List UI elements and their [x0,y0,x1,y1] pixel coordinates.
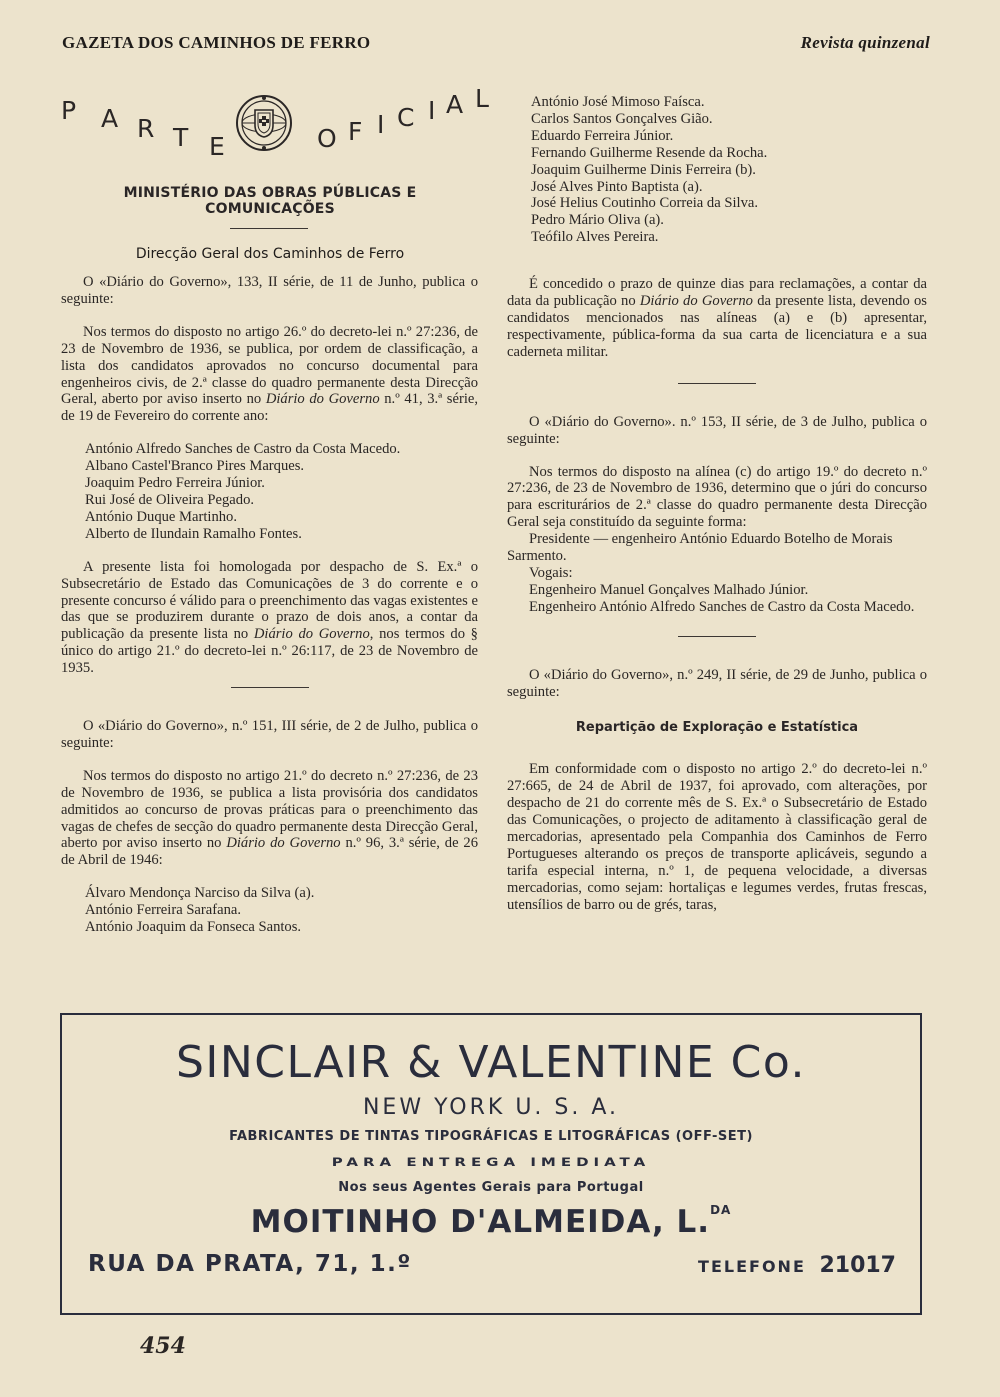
publication-frequency: Revista quinzenal [800,33,930,52]
notice-body: Em conformidade com o disposto no artigo 2.º do decreto-lei n.º 27:665, de 24 de Abril de 1937, foi aprovado, com alterações, por despacho de 21 do corrente mês de S. Ex.ª o Subsecretário de Estado das Comunicações, o projecto de aditamento à classificação geral de mercadorias, apresentado pela Companhia dos Caminhos de Ferro Portugueses alterando os preços de transporte aplicáveis, segundo a tarifa especial interna, n.º 1, de pequena velocidade, a diversas mercadorias, como sejam: hortaliças e legumes verdes, frutas frescas, utensílios de barro ou de grés, taras, [507,761,927,913]
parte-letters: P A R T E [61,96,226,161]
admitted-candidates-list [61,885,478,936]
list-item: António Joaquim da Fonseca Santos. [85,919,302,936]
phone-number: 21017 [819,1253,896,1278]
list-item: Rui José de Oliveira Pegado. [85,491,255,508]
page-number: 454 [140,1333,186,1359]
left-column [61,274,478,936]
list-item: Teófilo Alves Pereira. [531,229,659,246]
notice-body: Nos termos do disposto no artigo 26.º do decreto-lei n.º 27:236, de 23 de Novembro de 1936, se publica, por ordem de classificação, a lista dos candidatos aprovados no concurso documental para engenheiros civis, de 2.ª classe do quadro permanente desta Direcção Geral, aberto por aviso inserto no Diário do Governo n.º 41, 3.ª série, de 19 de Fevereiro do corrente ano: [61,323,478,425]
list-item: António Duque Martinho. [85,508,238,525]
list-item: Engenheiro António Alfredo Sanches de Castro da Costa Macedo. [529,598,915,615]
admitted-candidates-list-continued [507,94,927,246]
approved-candidates-list [61,441,478,542]
list-item: Vogais: [529,564,573,581]
notice-intro: O «Diário do Governo», n.º 249, II série, de 29 de Junho, publica o seguinte: [507,666,927,700]
list-item: António José Mimoso Faísca. [531,94,705,110]
list-item: Alberto de Ilundain Ramalho Fontes. [85,525,302,542]
advert-agent-name [62,1203,920,1240]
list-item: Joaquim Pedro Ferreira Júnior. [85,475,265,492]
advert-phone [698,1253,896,1278]
notice-body: É concedido o prazo de quinze dias para reclamações, a contar da data da publicação no Diário do Governo da presente lista, devendo os candidatos mencionados nas alíneas (a) e (b) apresentar, respectivamente, pública-forma da sua carta de licenciatura e a sua caderneta militar. [507,276,927,360]
list-item: José Helius Coutinho Correia da Silva. [531,195,758,212]
list-item: António Alfredo Sanches de Castro da Costa Macedo. [85,441,401,458]
notice-body: A presente lista foi homologada por despacho de S. Ex.ª o Subsecretário de Estado das Comunicações de 3 do corrente e o presente concurso é válido para o preenchimento das vagas existentes e das que se produzirem durante o prazo de dois anos, a contar da publicação da presente lista no Diário do Governo, nos termos do § único do artigo 21.º do decreto-lei n.º 26:117, de 23 de Novembro de 1935. [61,558,478,677]
notice-intro: O «Diário do Governo», n.º 151, III série, de 2 de Julho, publica o seguinte: [61,718,478,751]
agent-suffix: DA [710,1203,732,1217]
ministry-heading: MINISTÉRIO DAS OBRAS PÚBLICAS E COMUNICAÇÕES [123,185,417,217]
masthead-word-oficial: O F I C I A L [317,84,490,153]
right-column [507,94,927,914]
notice-intro: O «Diário do Governo», 133, II série, de 11 de Junho, publica o seguinte: [61,274,478,307]
advert-company: SINCLAIR & VALENTINE Co. [175,1037,807,1088]
directorate-heading: Direcção Geral dos Caminhos de Ferro [135,246,405,262]
list-item: Fernando Guilherme Resende da Rocha. [531,144,768,161]
list-item: Presidente — engenheiro António Eduardo Botelho de Morais Sarmento. [507,531,893,565]
jury-list [507,531,927,616]
portuguese-coat-of-arms-icon [233,92,295,154]
list-item: Álvaro Mendonça Narciso da Silva (a). [85,885,315,902]
notice-body: Nos termos do disposto na alínea (c) do artigo 19.º do decreto n.º 27:236, de 23 de Novembro de 1936, determino que o júri do concurso para escriturários de 2.ª classe do quadro permanente desta Direcção Geral seja constituído da seguinte forma: [507,463,927,531]
advert-delivery: PARA ENTREGA IMEDIATA [331,1155,651,1169]
advert-tagline: FABRICANTES DE TINTAS TIPOGRÁFICAS E LITOGRÁFICAS (OFF-SET) [229,1129,753,1144]
notice-intro: O «Diário do Governo». n.º 153, II série, de 3 de Julho, publica o seguinte: [507,413,927,447]
advert-agents: Nos seus Agentes Gerais para Portugal [338,1180,644,1195]
masthead-word-parte [61,90,241,160]
list-item: José Alves Pinto Baptista (a). [531,178,703,195]
agent-name: MOITINHO D'ALMEIDA, L. [250,1204,711,1240]
divider [230,228,308,229]
advert-location: NEW YORK U. S. A. [362,1095,620,1120]
list-item: Eduardo Ferreira Júnior. [531,127,674,144]
list-item: Carlos Santos Gonçalves Gião. [531,110,713,127]
list-item: Albano Castel'Branco Pires Marques. [85,458,305,475]
advertisement-box [60,1013,922,1315]
list-item: Pedro Mário Oliva (a). [531,212,664,229]
list-item: António Ferreira Sarafana. [85,902,242,919]
list-item: Engenheiro Manuel Gonçalves Malhado Júnior. [529,581,809,598]
notice-body: Nos termos do disposto no artigo 21.º do decreto n.º 27:236, de 23 de Novembro de 1936, se publica a lista provisória dos candidatos admitidos ao concurso de provas práticas para o preenchimento das vagas de chefes de secção do quadro permanente desta Direcção Geral, aberto por aviso inserto no Diário do Governo n.º 96, 3.ª série, de 26 de Abril de 1946: [61,767,478,869]
list-item: Joaquim Guilherme Dinis Ferreira (b). [531,161,756,178]
section-heading: Repartição de Exploração e Estatística [575,720,859,736]
masthead [55,84,490,168]
phone-label: TELEFONE [698,1257,806,1276]
publication-title: GAZETA DOS CAMINHOS DE FERRO [62,33,371,52]
advert-address: RUA DA PRATA, 71, 1.º [88,1251,412,1277]
